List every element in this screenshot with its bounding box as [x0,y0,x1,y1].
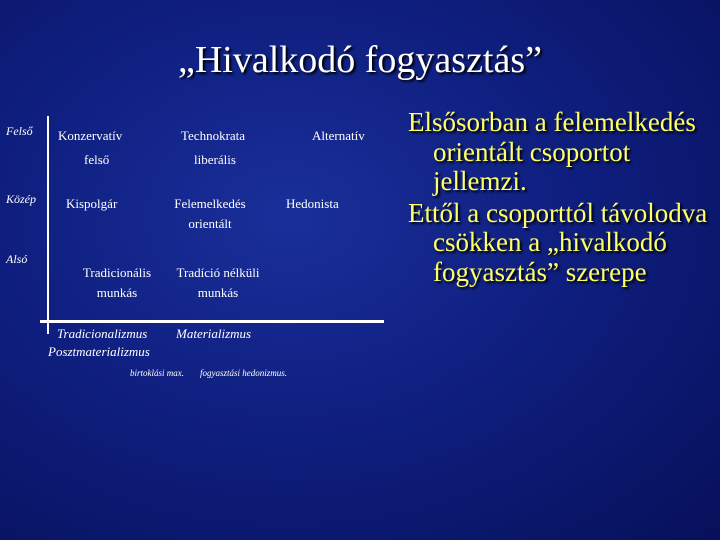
group-felemelkedes [160,196,260,232]
group-tradicionalis [72,265,162,301]
group-tradicionalis-line2: munkás [96,285,138,300]
group-felso: felső [84,152,110,167]
body-text [408,108,720,287]
row-label-upper: Felső [6,124,33,138]
axis-note-birtoklasi: birtoklási max. [130,368,184,378]
group-technokrata: Technokrata [181,128,246,143]
group-hedonista: Hedonista [286,196,339,211]
axis-label-posztmaterializmus: Posztmaterializmus [48,344,150,359]
group-tradicio-nelkuli [172,265,264,301]
group-alternativ: Alternatív [312,128,365,143]
axis-note-fogyasztasi: fogyasztási hedonizmus. [200,368,288,378]
group-konzervativ: Konzervatív [58,128,123,143]
horizontal-axis-line [40,320,384,323]
group-felemelkedes-line1: Felemelkedés [174,196,246,211]
axis-label-materializmus: Materializmus [176,326,252,341]
group-tradicio-nelkuli-line1: Tradíció nélküli [176,265,260,280]
slide-title: „Hivalkodó fogyasztás” [177,39,543,81]
group-kispolgar: Kispolgár [66,196,118,211]
axis-label-tradicionalizmus: Tradicionalizmus [57,326,148,341]
group-felemelkedes-line2: orientált [188,216,232,231]
row-label-middle: Közép [6,192,36,206]
row-label-lower: Alsó [6,252,28,266]
body-paragraph-1: Elsősorban a felemelkedés orientált csoportot jellemzi. [408,107,696,196]
group-liberalis: liberális [194,152,236,167]
body-paragraph-2: Ettől a csoporttól távolodva csökken a „hivalkodó fogyasztás” szerepe [408,197,708,287]
group-tradicionalis-line1: Tradicionális [82,265,152,280]
group-tradicio-nelkuli-line2: munkás [197,285,239,300]
vertical-axis-line [47,116,49,334]
